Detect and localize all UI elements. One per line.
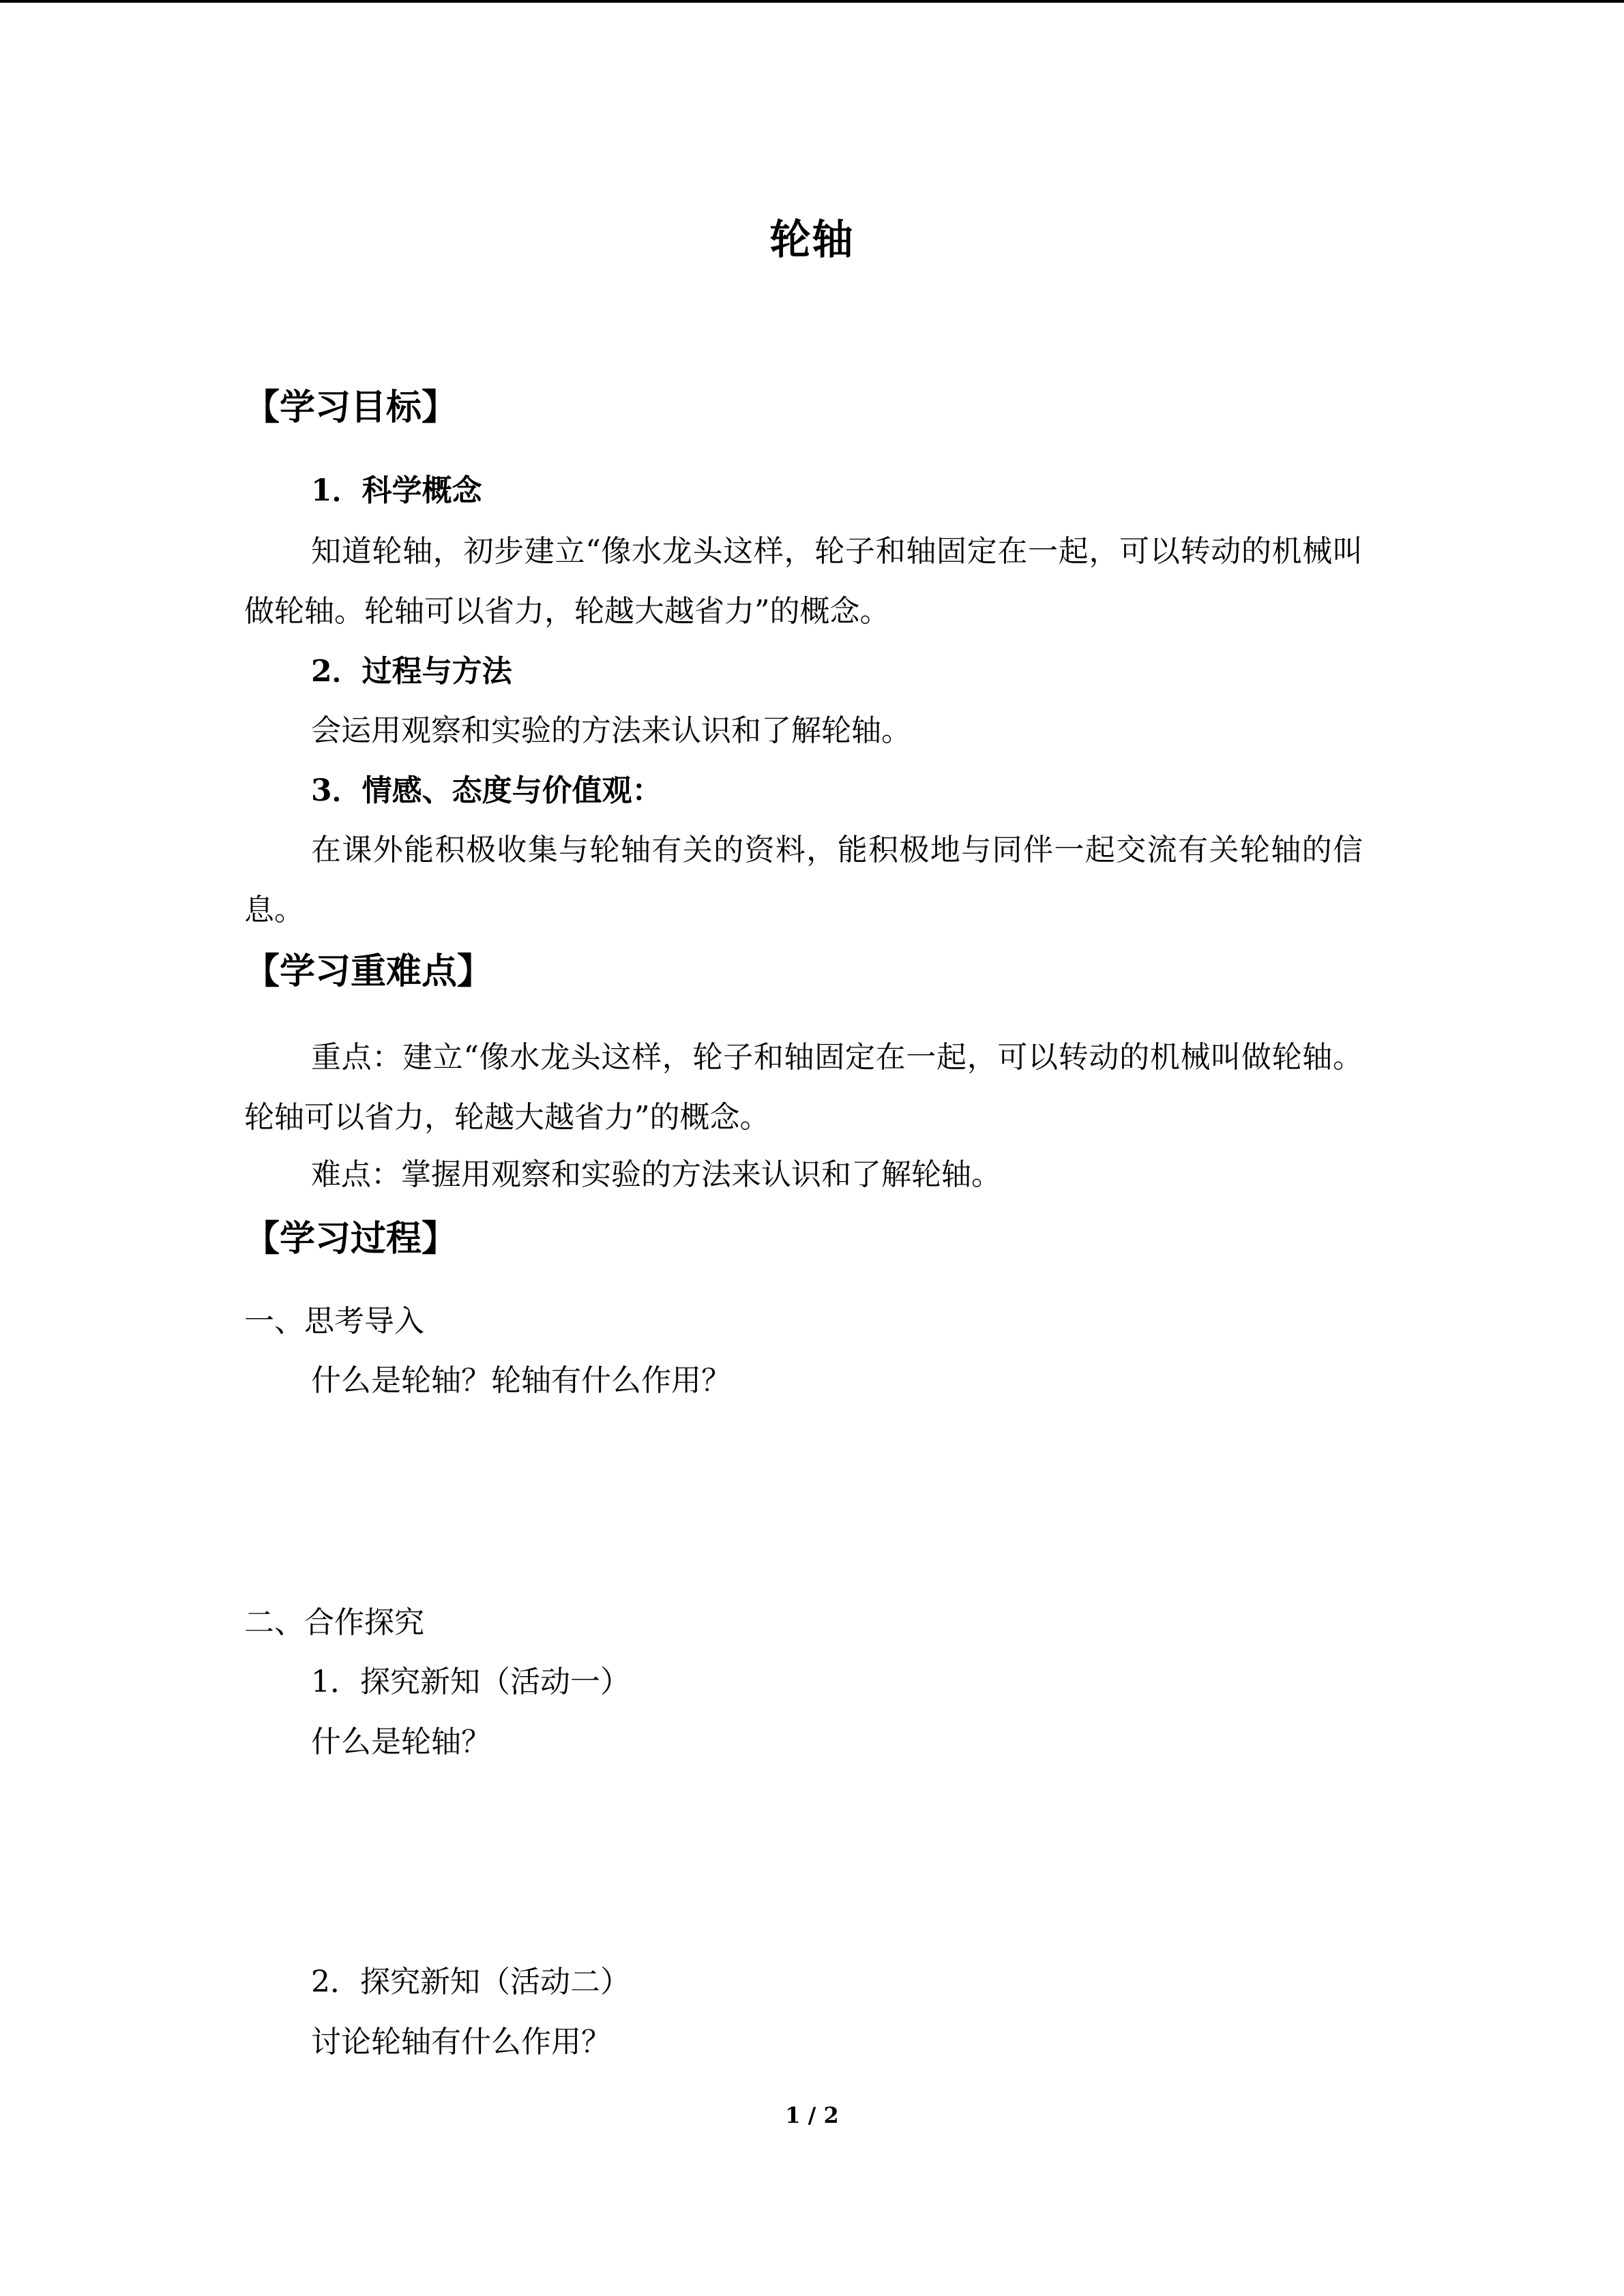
activity1-question: 什么是轮轴？ — [311, 1725, 491, 1759]
think-intro-question: 什么是轮轴？轮轴有什么作用？ — [311, 1363, 731, 1398]
document-title: 轮轴 — [769, 216, 855, 264]
difficulty-text: 难点：掌握用观察和实验的方法来认识和了解轮轴。 — [311, 1157, 1001, 1192]
section-heading-key-points: 【学习重难点】 — [244, 951, 493, 992]
objective-label-process-method: 2．过程与方法 — [311, 654, 512, 689]
section-heading-objectives: 【学习目标】 — [244, 387, 458, 428]
activity2-question: 讨论轮轴有什么作用？ — [311, 2025, 611, 2059]
part-title-cooperative-inquiry: 二、合作探究 — [244, 1605, 424, 1640]
objective-text-process-method: 会运用观察和实验的方法来认识和了解轮轴。 — [311, 713, 911, 748]
activity2-title: 2．探究新知（活动二） — [311, 1965, 630, 1999]
objective-label-science-concept: 1．科学概念 — [311, 473, 482, 508]
objective-text-science-concept: 知道轮轴，初步建立“像水龙头这样，轮子和轴固定在一起，可以转动的机械叫做轮轴。轮轴可以省力，轮越大越省力”的概念。 — [244, 534, 1363, 629]
page-number: 1 / 2 — [785, 2102, 839, 2128]
objective-text-attitude-values: 在课外能积极收集与轮轴有关的资料，能积极地与同伴一起交流有关轮轴的信息。 — [244, 833, 1363, 927]
section-heading-process: 【学习过程】 — [244, 1219, 458, 1259]
activity1-title: 1．探究新知（活动一） — [311, 1665, 630, 1699]
objective-label-attitude-values: 3．情感、态度与价值观： — [311, 773, 662, 808]
key-point-text: 重点：建立“像水龙头这样，轮子和轴固定在一起，可以转动的机械叫做轮轴。轮轴可以省力，轮越大越省力”的概念。 — [244, 1040, 1363, 1135]
part-title-think-intro: 一、思考导入 — [244, 1304, 424, 1339]
